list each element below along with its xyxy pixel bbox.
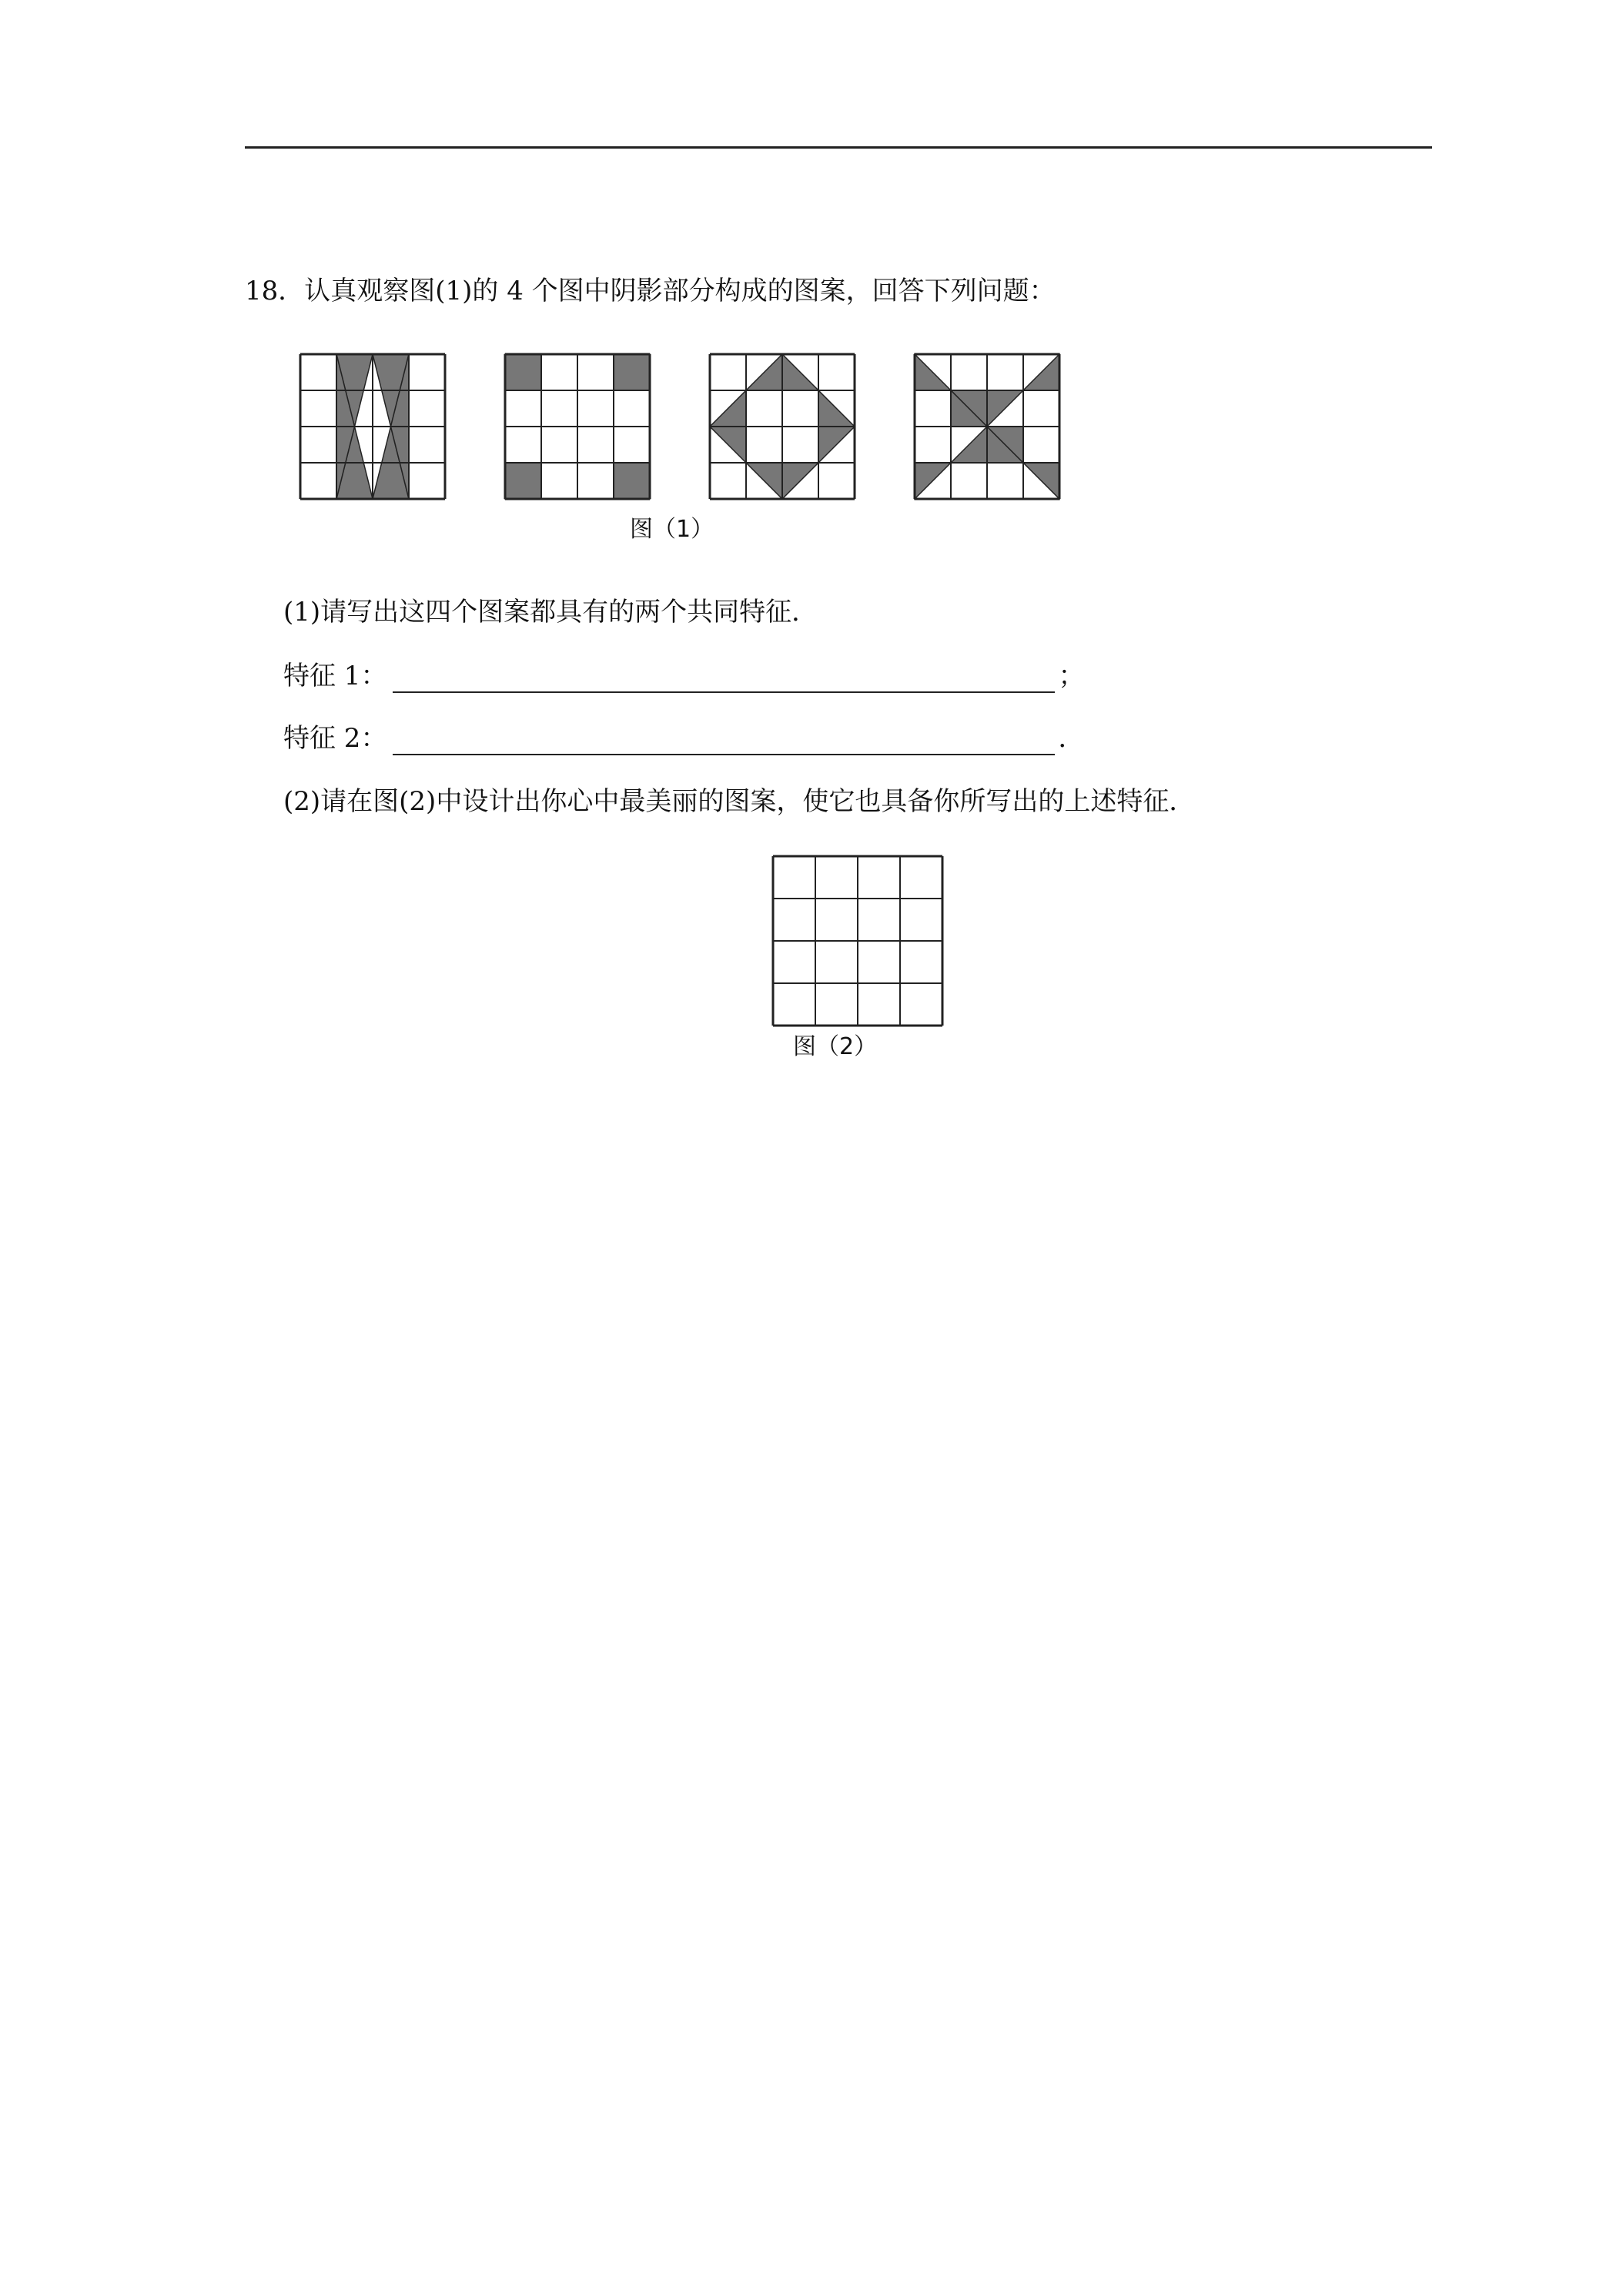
pattern-4-grid xyxy=(915,354,1059,499)
figure-2-caption: 图（2） xyxy=(793,1033,878,1060)
feature-2-label: 特征 2： xyxy=(283,723,387,754)
pattern-2-shaded-shape xyxy=(505,354,541,390)
pattern-3-grid xyxy=(710,354,855,499)
feature-1-row xyxy=(283,659,1084,693)
pattern-1-grid xyxy=(300,354,445,499)
feature-1-blank[interactable] xyxy=(393,668,1055,693)
part-2-question: (2)请在图(2)中设计出你心中最美丽的图案，使它也具备你所写出的上述特征． xyxy=(283,786,1196,817)
feature-1-end: ； xyxy=(1058,661,1085,691)
pattern-2-shaded-shape xyxy=(614,463,650,499)
part-1-question: (1)请写出这四个图案都具有的两个共同特征． xyxy=(283,597,818,628)
pattern-2-shaded-shape xyxy=(614,354,650,390)
pattern-2-shaded-shape xyxy=(505,463,541,499)
question-number: 18． xyxy=(245,276,305,306)
pattern-4-shaded-shape xyxy=(987,390,1023,427)
pattern-4-shaded-shape xyxy=(951,427,987,463)
question-title xyxy=(245,274,1056,308)
feature-1-label: 特征 1： xyxy=(283,661,387,691)
design-grid[interactable] xyxy=(773,856,942,1026)
pattern-4-shaded-shape xyxy=(1023,354,1059,390)
feature-2-row xyxy=(283,721,1084,755)
question-prompt: 认真观察图(1)的 4 个图中阴影部分构成的图案，回答下列问题： xyxy=(304,276,1056,306)
feature-2-blank[interactable] xyxy=(393,731,1055,755)
pattern-4-shaded-shape xyxy=(1023,463,1059,499)
header-rule xyxy=(245,146,1432,149)
feature-2-end: ． xyxy=(1058,723,1085,754)
figure-1-caption: 图（1） xyxy=(630,516,714,543)
pattern-4-shaded-shape xyxy=(915,463,951,499)
pattern-2-grid xyxy=(505,354,650,499)
pattern-4-shaded-shape xyxy=(915,354,951,390)
